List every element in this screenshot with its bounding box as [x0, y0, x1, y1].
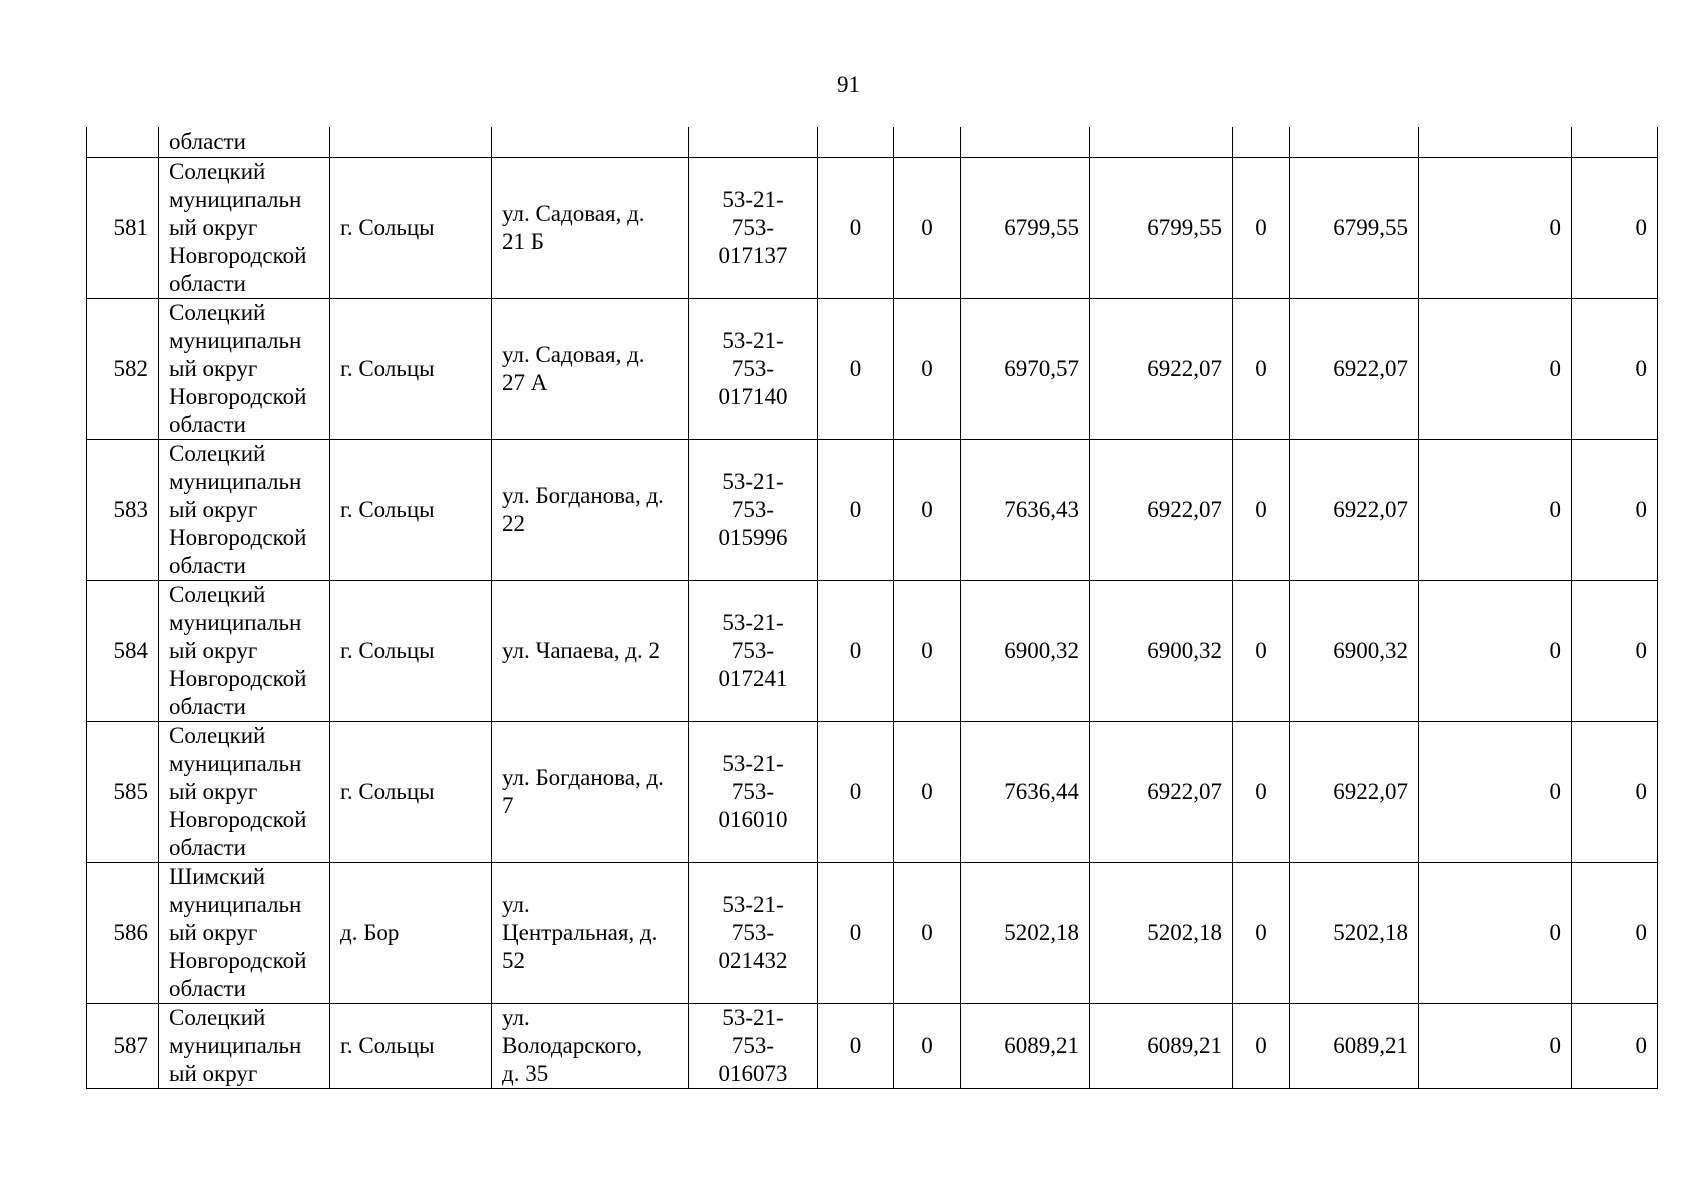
- municipality-line: муниципальн: [169, 469, 302, 494]
- value-cell-2: 0: [894, 863, 961, 1004]
- value-cell-1: 0: [818, 299, 894, 440]
- value-cell-7: 0: [1419, 581, 1572, 722]
- value-cell-6: 6799,55: [1290, 158, 1419, 299]
- value-cell-3: 6089,21: [961, 1004, 1090, 1089]
- continued-row: [87, 127, 1658, 158]
- code-line: 015996: [718, 525, 788, 550]
- address-cell: [492, 863, 689, 1004]
- municipality-line: Новгородской: [169, 807, 307, 832]
- code-line: 753-: [731, 779, 775, 804]
- code-line: 53-21-: [722, 751, 784, 776]
- code-line: 017137: [718, 243, 788, 268]
- value-cell-3: 7636,43: [961, 440, 1090, 581]
- municipality-cell: [159, 1004, 330, 1089]
- page-number: 91: [837, 72, 860, 97]
- code-cell: [689, 863, 818, 1004]
- value-cell-5: 0: [1233, 158, 1290, 299]
- value-cell-7: 0: [1419, 1004, 1572, 1089]
- value-cell-1: 0: [818, 158, 894, 299]
- municipality-cell: [159, 581, 330, 722]
- table-row: [87, 299, 1658, 440]
- value-cell-3: 6970,57: [961, 299, 1090, 440]
- code-cell: [689, 158, 818, 299]
- value-cell-4: 6799,55: [1090, 158, 1233, 299]
- settlement-cell: г. Сольцы: [330, 158, 492, 299]
- municipality-line: Шимский: [169, 864, 266, 889]
- municipality-line: муниципальн: [169, 610, 302, 635]
- registry-table: [86, 127, 1658, 1089]
- municipality-line: ый округ: [169, 215, 258, 240]
- address-line: ул. Садовая, д.: [502, 201, 645, 226]
- row-number-cell: 583: [87, 440, 159, 581]
- address-line: 27 А: [502, 370, 548, 395]
- value-cell-2: 0: [894, 440, 961, 581]
- address-line: ул. Богданова, д.: [502, 765, 664, 790]
- value-cell-8: 0: [1572, 299, 1658, 440]
- value-cell-1: 0: [818, 863, 894, 1004]
- municipality-line: Солецкий: [169, 723, 266, 748]
- value-cell-5: 0: [1233, 863, 1290, 1004]
- value-cell-6: 5202,18: [1290, 863, 1419, 1004]
- code-cell: [689, 581, 818, 722]
- municipality-line: области: [169, 976, 246, 1001]
- settlement-cell: г. Сольцы: [330, 722, 492, 863]
- address-line: Володарского,: [502, 1033, 643, 1058]
- settlement-cell: д. Бор: [330, 863, 492, 1004]
- value-cell-1: 0: [818, 722, 894, 863]
- value-cell-1: 0: [818, 440, 894, 581]
- municipality-line: муниципальн: [169, 1033, 302, 1058]
- municipality-cell: [159, 440, 330, 581]
- municipality-line: ый округ: [169, 920, 258, 945]
- municipality-line: муниципальн: [169, 328, 302, 353]
- address-cell: [492, 722, 689, 863]
- value-cell-4: 6922,07: [1090, 722, 1233, 863]
- municipality-line: области: [169, 553, 246, 578]
- row-number-cell: 586: [87, 863, 159, 1004]
- municipality-line: Солецкий: [169, 582, 266, 607]
- value-cell-1: 0: [818, 581, 894, 722]
- value-cell-1: 0: [818, 1004, 894, 1089]
- value-cell-5: 0: [1233, 299, 1290, 440]
- value-cell-2: 0: [894, 299, 961, 440]
- code-line: 017241: [718, 666, 788, 691]
- municipality-line: Новгородской: [169, 384, 307, 409]
- municipality-line: ый округ: [169, 638, 258, 663]
- value-cell-3: 6900,32: [961, 581, 1090, 722]
- municipality-line: области: [169, 835, 246, 860]
- municipality-line: муниципальн: [169, 187, 302, 212]
- code-line: 53-21-: [722, 187, 784, 212]
- value-cell-2: 0: [894, 581, 961, 722]
- municipality-line: Солецкий: [169, 441, 266, 466]
- value-cell-3: 5202,18: [961, 863, 1090, 1004]
- continued-municipality-cell: области: [159, 127, 330, 158]
- municipality-cell: [159, 722, 330, 863]
- municipality-cell: [159, 863, 330, 1004]
- value-cell-7: 0: [1419, 722, 1572, 863]
- table-row: [87, 440, 1658, 581]
- address-cell: [492, 1004, 689, 1089]
- address-line: д. 35: [502, 1061, 549, 1086]
- municipality-line: Солецкий: [169, 300, 266, 325]
- value-cell-8: 0: [1572, 863, 1658, 1004]
- value-cell-7: 0: [1419, 440, 1572, 581]
- table-row: [87, 581, 1658, 722]
- table-row: [87, 722, 1658, 863]
- address-line: 7: [502, 793, 514, 818]
- address-cell: [492, 581, 689, 722]
- code-line: 753-: [731, 497, 775, 522]
- code-line: 753-: [731, 1033, 775, 1058]
- code-cell: [689, 440, 818, 581]
- settlement-cell: г. Сольцы: [330, 1004, 492, 1089]
- value-cell-7: 0: [1419, 863, 1572, 1004]
- value-cell-2: 0: [894, 158, 961, 299]
- value-cell-5: 0: [1233, 581, 1290, 722]
- value-cell-5: 0: [1233, 722, 1290, 863]
- code-line: 021432: [718, 948, 788, 973]
- value-cell-6: 6922,07: [1290, 722, 1419, 863]
- address-line: 22: [502, 511, 525, 536]
- table-body: [87, 127, 1658, 1089]
- value-cell-4: 5202,18: [1090, 863, 1233, 1004]
- value-cell-5: 0: [1233, 440, 1290, 581]
- value-cell-8: 0: [1572, 158, 1658, 299]
- municipality-line: Солецкий: [169, 1005, 266, 1030]
- value-cell-8: 0: [1572, 440, 1658, 581]
- code-line: 017140: [718, 384, 788, 409]
- code-line: 753-: [731, 920, 775, 945]
- code-line: 753-: [731, 356, 775, 381]
- settlement-cell: г. Сольцы: [330, 440, 492, 581]
- code-cell: [689, 1004, 818, 1089]
- municipality-line: Новгородской: [169, 243, 307, 268]
- code-cell: [689, 722, 818, 863]
- municipality-line: муниципальн: [169, 751, 302, 776]
- value-cell-4: 6900,32: [1090, 581, 1233, 722]
- address-line: ул.: [502, 1005, 530, 1030]
- address-cell: [492, 299, 689, 440]
- code-line: 016073: [718, 1061, 788, 1086]
- municipality-cell: [159, 299, 330, 440]
- value-cell-6: 6900,32: [1290, 581, 1419, 722]
- code-line: 753-: [731, 215, 775, 240]
- municipality-line: Солецкий: [169, 159, 266, 184]
- row-number-cell: 587: [87, 1004, 159, 1089]
- value-cell-4: 6922,07: [1090, 299, 1233, 440]
- value-cell-2: 0: [894, 1004, 961, 1089]
- value-cell-3: 7636,44: [961, 722, 1090, 863]
- value-cell-6: 6922,07: [1290, 299, 1419, 440]
- municipality-line: ый округ: [169, 497, 258, 522]
- code-line: 016010: [718, 807, 788, 832]
- municipality-line: ый округ: [169, 779, 258, 804]
- value-cell-6: 6922,07: [1290, 440, 1419, 581]
- value-cell-5: 0: [1233, 1004, 1290, 1089]
- address-line: ул. Садовая, д.: [502, 342, 645, 367]
- address-line: 21 Б: [502, 229, 544, 254]
- address-line: ул.: [502, 892, 530, 917]
- value-cell-8: 0: [1572, 1004, 1658, 1089]
- value-cell-7: 0: [1419, 158, 1572, 299]
- code-line: 53-21-: [722, 469, 784, 494]
- municipality-line: области: [169, 412, 246, 437]
- value-cell-8: 0: [1572, 581, 1658, 722]
- value-cell-8: 0: [1572, 722, 1658, 863]
- settlement-cell: г. Сольцы: [330, 581, 492, 722]
- municipality-line: области: [169, 694, 246, 719]
- row-number-cell: 584: [87, 581, 159, 722]
- address-line: 52: [502, 948, 525, 973]
- address-line: ул. Чапаева, д. 2: [502, 638, 661, 663]
- value-cell-4: 6089,21: [1090, 1004, 1233, 1089]
- settlement-cell: г. Сольцы: [330, 299, 492, 440]
- code-line: 753-: [731, 638, 775, 663]
- municipality-line: Новгородской: [169, 666, 307, 691]
- code-line: 53-21-: [722, 1005, 784, 1030]
- municipality-line: ый округ: [169, 356, 258, 381]
- address-cell: [492, 440, 689, 581]
- municipality-line: Новгородской: [169, 525, 307, 550]
- table-row: [87, 863, 1658, 1004]
- row-number-cell: 581: [87, 158, 159, 299]
- municipality-line: ый округ: [169, 1061, 258, 1086]
- code-line: 53-21-: [722, 328, 784, 353]
- continued-no-cell: [87, 127, 159, 158]
- address-line: Центральная, д.: [502, 920, 658, 945]
- address-line: ул. Богданова, д.: [502, 483, 664, 508]
- value-cell-2: 0: [894, 722, 961, 863]
- value-cell-3: 6799,55: [961, 158, 1090, 299]
- row-number-cell: 582: [87, 299, 159, 440]
- address-cell: [492, 158, 689, 299]
- value-cell-6: 6089,21: [1290, 1004, 1419, 1089]
- municipality-cell: [159, 158, 330, 299]
- municipality-line: Новгородской: [169, 948, 307, 973]
- code-line: 53-21-: [722, 892, 784, 917]
- municipality-line: области: [169, 271, 246, 296]
- value-cell-4: 6922,07: [1090, 440, 1233, 581]
- municipality-line: муниципальн: [169, 892, 302, 917]
- value-cell-7: 0: [1419, 299, 1572, 440]
- table-row: [87, 158, 1658, 299]
- table-row: [87, 1004, 1658, 1089]
- code-line: 53-21-: [722, 610, 784, 635]
- row-number-cell: 585: [87, 722, 159, 863]
- code-cell: [689, 299, 818, 440]
